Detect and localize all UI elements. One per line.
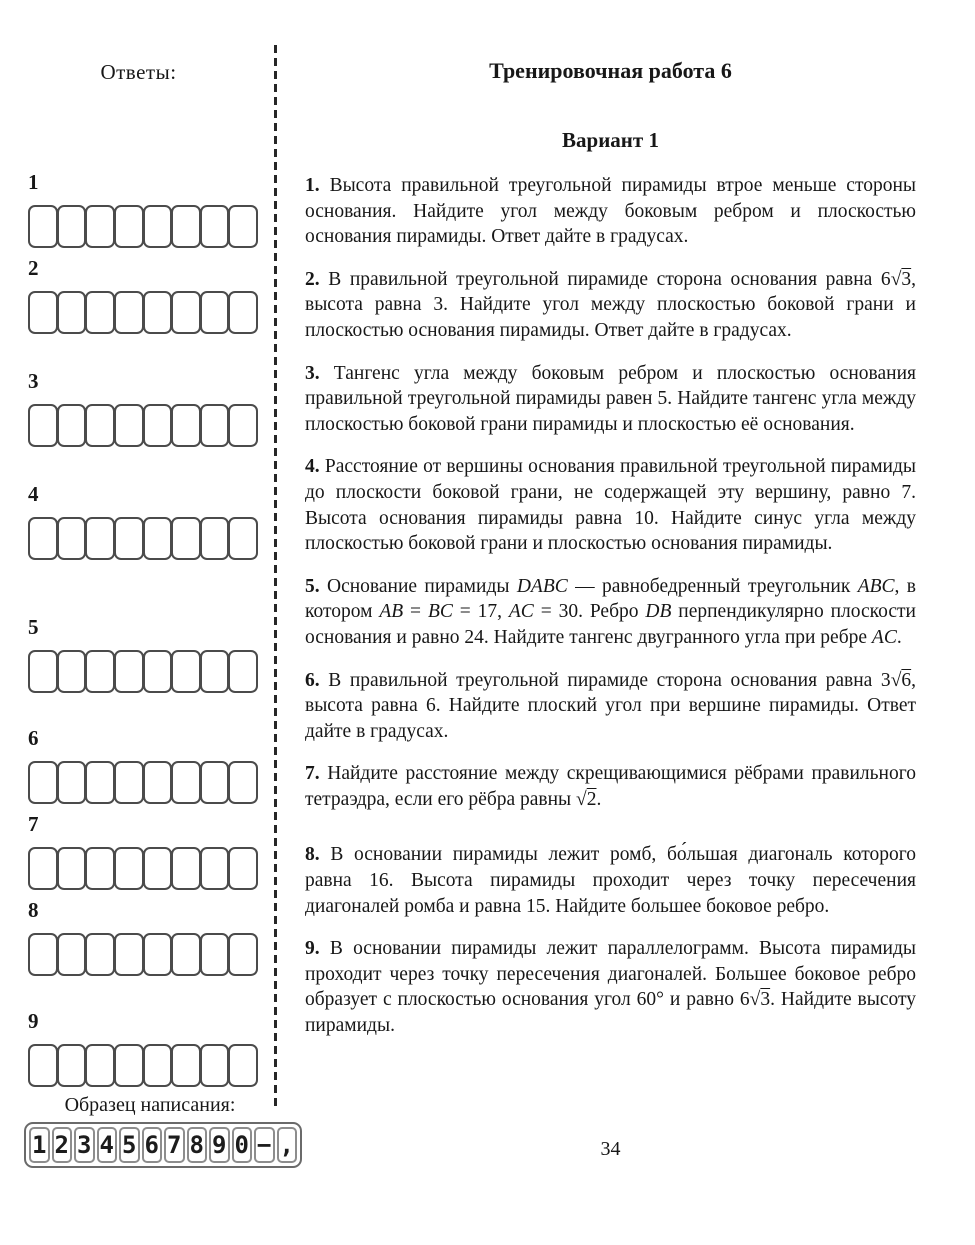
math-variable: BC <box>427 601 453 623</box>
answer-input-strip <box>28 933 258 976</box>
answer-cell[interactable] <box>85 761 115 804</box>
answer-cell[interactable] <box>171 1044 201 1087</box>
answer-cell[interactable] <box>143 517 173 560</box>
answer-row-number: 9 <box>28 1009 39 1033</box>
answer-cell[interactable] <box>57 847 87 890</box>
answer-row-number: 1 <box>28 170 39 194</box>
math-variable: DABC <box>516 575 568 597</box>
problem-number: 9. <box>305 938 330 960</box>
answer-cell[interactable] <box>228 650 258 693</box>
answer-row-number: 7 <box>28 812 39 836</box>
answer-cell[interactable] <box>143 761 173 804</box>
answer-cell[interactable] <box>85 1044 115 1087</box>
answer-row-number: 4 <box>28 482 39 506</box>
answer-cell[interactable] <box>28 404 58 447</box>
answer-cell[interactable] <box>200 650 230 693</box>
answer-cell[interactable] <box>114 291 144 334</box>
answer-cell[interactable] <box>85 291 115 334</box>
problem-number: 2. <box>305 268 329 290</box>
answer-cell[interactable] <box>57 291 87 334</box>
answer-cell[interactable] <box>114 650 144 693</box>
answer-cell[interactable] <box>85 205 115 248</box>
sqrt-expression: √6 <box>890 669 912 691</box>
problem-number: 7. <box>305 763 328 785</box>
answer-row-number: 5 <box>28 615 39 639</box>
problem-number: 6. <box>305 669 329 691</box>
answer-row-number: 8 <box>28 898 39 922</box>
answer-cell[interactable] <box>228 517 258 560</box>
sample-char-cell: 4 <box>97 1127 118 1163</box>
answer-cell[interactable] <box>57 404 87 447</box>
math-variable: AC <box>508 601 534 623</box>
answer-cell[interactable] <box>57 1044 87 1087</box>
answer-cell[interactable] <box>28 650 58 693</box>
math-variable: AC <box>871 626 897 648</box>
answer-input-strip <box>28 650 258 693</box>
answer-cell[interactable] <box>28 205 58 248</box>
sample-char-cell: , <box>277 1127 298 1163</box>
sample-char-cell: 5 <box>119 1127 140 1163</box>
answer-cell[interactable] <box>85 404 115 447</box>
answer-cell[interactable] <box>171 933 201 976</box>
answer-cell[interactable] <box>28 291 58 334</box>
problems-list <box>305 173 916 1039</box>
problem-item: 1. Высота правильной треугольной пирамиды втрое меньше стороны основания. Найдите угол между боковым ребром и плоскостью основания пирамиды. Ответ дайте в градусах. <box>305 175 916 248</box>
answer-cell[interactable] <box>228 1044 258 1087</box>
answer-cell[interactable] <box>171 517 201 560</box>
answer-cell[interactable] <box>114 517 144 560</box>
answer-cell[interactable] <box>143 404 173 447</box>
problem-number: 5. <box>305 575 327 597</box>
sample-char-cell: 6 <box>142 1127 163 1163</box>
answer-cell[interactable] <box>114 404 144 447</box>
answer-cell[interactable] <box>57 650 87 693</box>
answer-cell[interactable] <box>57 761 87 804</box>
answer-input-strip <box>28 761 258 804</box>
answer-input-strip <box>28 291 258 334</box>
problem-item: 6. В правильной треугольной пирамиде сторона основания равна 3√6, высота равна 6. Найдите плоский угол при вершине пирамиды. Ответ дайте в градусах. <box>305 669 917 742</box>
sqrt-expression: √3 <box>890 268 912 290</box>
problem-number: 1. <box>305 175 330 196</box>
answer-cell[interactable] <box>171 650 201 693</box>
answer-cell[interactable] <box>200 761 230 804</box>
sample-char-cell: 8 <box>187 1127 208 1163</box>
answer-cell[interactable] <box>114 933 144 976</box>
answer-cell[interactable] <box>143 1044 173 1087</box>
answer-cell[interactable] <box>228 761 258 804</box>
sample-char-cell: 1 <box>29 1127 50 1163</box>
answer-input-strip <box>28 205 258 248</box>
sample-char-cell: 3 <box>74 1127 95 1163</box>
problem-item: 7. Найдите расстояние между скрещивающимися рёбрами правильного тетраэдра, если его рёбра равны √2. <box>305 763 916 810</box>
answer-cell[interactable] <box>114 1044 144 1087</box>
problem-item: 3. Тангенс угла между боковым ребром и плоскостью основания правильной треугольной пирамиды равен 5. Найдите тангенс угла между плоскостью боковой грани пирамиды и плоскостью её основания. <box>305 362 916 435</box>
answer-cell[interactable] <box>28 761 58 804</box>
answer-cell[interactable] <box>143 205 173 248</box>
problem-item: 4. Расстояние от вершины основания правильной треугольной пирамиды до плоскости боковой грани, не содержащей эту вершину, равно 7. Высота основания пирамиды равна 10. Найдите синус угла между плоскостью боковой грани и плоскостью основания пирамиды. <box>305 456 916 555</box>
sample-char-cell: 0 <box>232 1127 253 1163</box>
answer-cell[interactable] <box>200 933 230 976</box>
answer-cell[interactable] <box>28 1044 58 1087</box>
answer-cell[interactable] <box>143 291 173 334</box>
problem-number: 4. <box>305 456 325 478</box>
answer-row-number: 2 <box>28 256 39 280</box>
answer-cell[interactable] <box>85 650 115 693</box>
answer-cell[interactable] <box>200 205 230 248</box>
answer-cell[interactable] <box>114 847 144 890</box>
answer-cell[interactable] <box>200 847 230 890</box>
math-variable: DB <box>645 601 672 623</box>
answer-cell[interactable] <box>200 291 230 334</box>
answer-cell[interactable] <box>228 933 258 976</box>
math-variable: ABC <box>857 575 895 597</box>
answer-cell[interactable] <box>114 761 144 804</box>
writing-sample-strip <box>24 1122 302 1168</box>
answer-cell[interactable] <box>228 404 258 447</box>
answer-cell[interactable] <box>200 404 230 447</box>
problem-number: 8. <box>305 844 331 866</box>
answer-cell[interactable] <box>143 650 173 693</box>
answer-cell[interactable] <box>200 517 230 560</box>
answer-cell[interactable] <box>171 291 201 334</box>
sample-char-cell: − <box>254 1127 275 1163</box>
page-title: Тренировочная работа 6 <box>489 58 732 83</box>
answer-cell[interactable] <box>171 847 201 890</box>
answer-row-number: 3 <box>28 369 39 393</box>
answer-cell[interactable] <box>171 404 201 447</box>
answer-cell[interactable] <box>57 205 87 248</box>
problem-number: 3. <box>305 362 334 384</box>
dashed-divider <box>274 45 277 1107</box>
sample-char-cell: 9 <box>209 1127 230 1163</box>
answer-cell[interactable] <box>171 761 201 804</box>
answer-cell[interactable] <box>57 933 87 976</box>
math-variable: AB <box>379 601 404 623</box>
answer-cell[interactable] <box>28 517 58 560</box>
problem-item: 2. В правильной треугольной пирамиде сторона основания равна 6√3, высота равна 3. Найдите угол между плоскостью боковой грани и плоскостью основания пирамиды. Ответ дайте в градусах. <box>305 268 917 341</box>
answer-cell[interactable] <box>143 933 173 976</box>
problem-item: 5. Основание пирамиды DABC — равнобедренный треугольник ABC, в котором AB = BC = 17, AC = 30. Ребро DB перпендикулярно плоскости основания и равно 24. Найдите тангенс двугранного угла при ребре AC. <box>305 575 916 648</box>
writing-sample-label: Образец написания: <box>64 1094 236 1116</box>
sample-char-cell: 2 <box>52 1127 73 1163</box>
answer-cell[interactable] <box>171 205 201 248</box>
answer-row-number: 6 <box>28 726 39 750</box>
answer-input-strip <box>28 847 258 890</box>
answer-cell[interactable] <box>114 205 144 248</box>
problem-item: 9. В основании пирамиды лежит параллелограмм. Высота пирамиды проходит через точку пересечения диагоналей. Большее боковое ребро образует с плоскостью основания угол 60° и равно 6√3. Найдите высоту пирамиды. <box>305 938 916 1037</box>
sqrt-expression: √2 <box>576 788 597 810</box>
answer-cell[interactable] <box>85 933 115 976</box>
answer-cell[interactable] <box>85 517 115 560</box>
answer-cell[interactable] <box>85 847 115 890</box>
sqrt-expression: √3 <box>749 989 771 1011</box>
answer-cell[interactable] <box>228 847 258 890</box>
answer-input-strip <box>28 1044 258 1087</box>
answer-cell[interactable] <box>143 847 173 890</box>
answer-cell[interactable] <box>28 933 58 976</box>
answer-cell[interactable] <box>57 517 87 560</box>
answer-input-strip <box>28 404 258 447</box>
answer-input-strip <box>28 517 258 560</box>
variant-subtitle: Вариант 1 <box>562 128 659 152</box>
answer-cell[interactable] <box>228 205 258 248</box>
sample-char-cell: 7 <box>164 1127 185 1163</box>
answers-header: Ответы: <box>100 60 177 84</box>
main-column <box>305 0 916 1056</box>
problem-item: 8. В основании пирамиды лежит ромб, бо́льшая диагональ которого равна 16. Высота пирамиды проходит через точку пересечения диагоналей ромба и равна 15. Найдите большее боковое ребро. <box>305 844 916 917</box>
answer-cell[interactable] <box>200 1044 230 1087</box>
answer-cell[interactable] <box>228 291 258 334</box>
answer-cell[interactable] <box>28 847 58 890</box>
page-number: 34 <box>600 1138 621 1160</box>
